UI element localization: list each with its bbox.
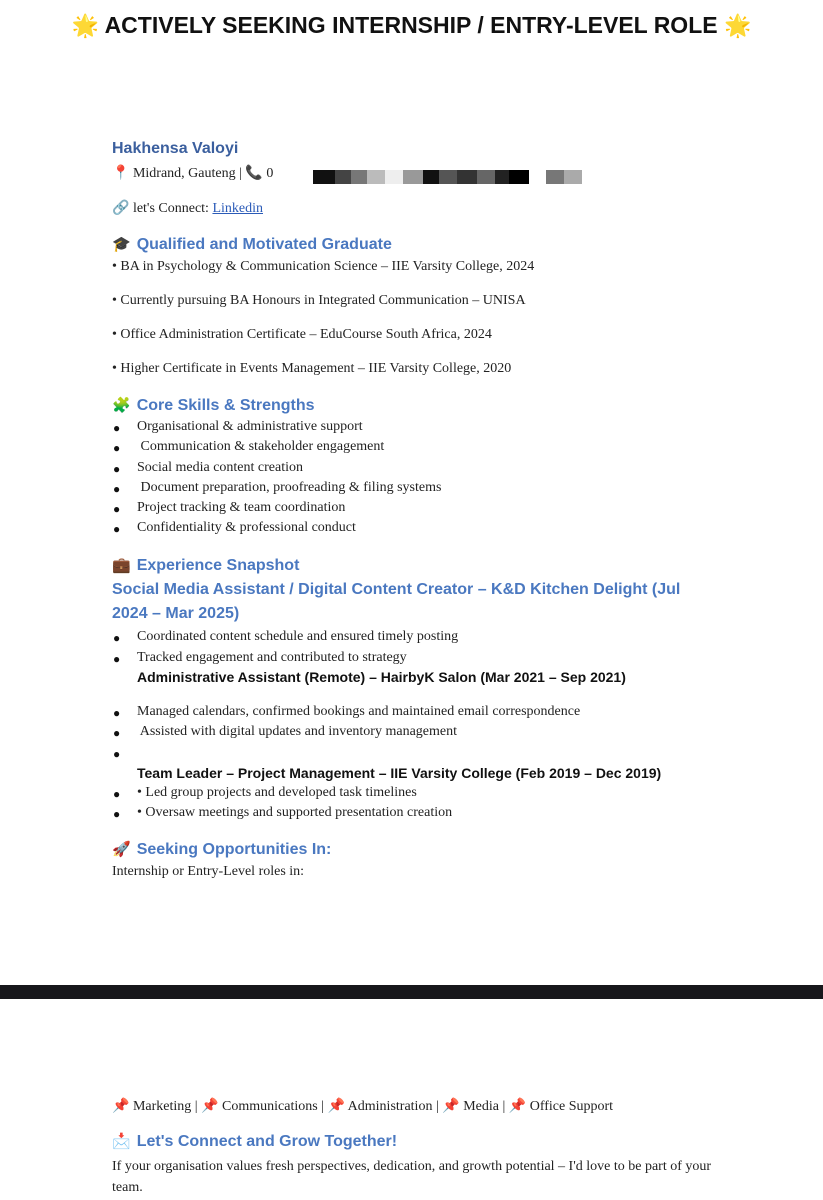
page-break [0, 985, 823, 999]
education-heading: 🎓 Qualified and Motivated Graduate [112, 236, 392, 253]
skills-heading: 🧩 Core Skills & Strengths [112, 397, 315, 414]
bullet: ● [113, 706, 121, 720]
connect-text: If your organisation values fresh perspectives, dedication, and growth potential – I'd love to be part of your team. [112, 1159, 712, 1195]
bullet: ● [113, 502, 121, 516]
contact-line [112, 165, 273, 182]
candidate-name: Hakhensa Valoyi [112, 140, 239, 157]
job-duty: Tracked engagement and contributed to strategy [137, 650, 407, 665]
bullet: ● [113, 522, 121, 536]
pushpin-icon: 📌 [201, 1099, 219, 1114]
phone-icon: 📞 [245, 166, 263, 181]
linkedin-link[interactable]: Linkedin [212, 201, 263, 216]
rocket-icon: 🚀 [112, 841, 131, 858]
star-icon: 🌟 [723, 13, 752, 38]
skill-item: Social media content creation [137, 460, 303, 475]
job-duty: • Oversaw meetings and supported presentation creation [137, 805, 453, 820]
pushpin-icon: 📌 [508, 1099, 527, 1114]
education-item: • Office Administration Certificate – EduCourse South Africa, 2024 [112, 327, 492, 342]
job-duty: • Led group projects and developed task timelines [137, 785, 417, 800]
resume-page-2 [0, 999, 823, 1200]
bullet: ● [113, 462, 121, 476]
connect-label: let's Connect: [132, 201, 209, 216]
linkedin-line [112, 200, 263, 217]
star-icon: 🌟 [71, 13, 100, 38]
location-text: Midrand, Gauteng | [132, 166, 242, 181]
bullet: ● [113, 421, 121, 435]
skill-item: Document preparation, proofreading & filing systems [137, 480, 442, 495]
skill-item: Project tracking & team coordination [137, 500, 346, 515]
envelope-icon: 📩 [112, 1133, 131, 1150]
role-item: Marketing [132, 1099, 192, 1114]
pushpin-icon: 📌 [112, 1099, 130, 1114]
bullet: ● [113, 747, 121, 761]
experience-heading: 💼 Experience Snapshot [112, 557, 300, 574]
education-item: • BA in Psychology & Communication Science – IIE Varsity College, 2024 [112, 259, 535, 274]
job-duty: Coordinated content schedule and ensured timely posting [137, 629, 459, 644]
graduation-cap-icon: 🎓 [112, 236, 131, 253]
separator: | [321, 1099, 324, 1114]
role-item: Administration [347, 1099, 433, 1114]
role-item: Office Support [529, 1099, 614, 1114]
bullet: ● [113, 726, 121, 740]
skill-item: Organisational & administrative support [137, 419, 363, 434]
briefcase-icon: 💼 [112, 557, 131, 574]
skill-item: Confidentiality & professional conduct [137, 520, 356, 535]
bullet: ● [113, 441, 121, 455]
job-title: Social Media Assistant / Digital Content Creator – K&D Kitchen Delight (Jul 2024 – Mar 2025) [112, 581, 681, 622]
seeking-text: Internship or Entry-Level roles in: [112, 864, 305, 879]
bullet: ● [113, 631, 121, 645]
page-title [0, 6, 823, 45]
role-item: Communications [222, 1099, 318, 1114]
puzzle-piece-icon: 🧩 [112, 397, 131, 414]
pin-icon: 📍 [112, 166, 130, 181]
bullet: ● [113, 807, 121, 821]
seeking-heading: 🚀 Seeking Opportunities In: [112, 841, 332, 858]
separator: | [502, 1099, 506, 1114]
separator: | [194, 1099, 198, 1114]
pushpin-icon: 📌 [327, 1099, 345, 1114]
roles-line [112, 1098, 613, 1115]
link-icon: 🔗 [112, 201, 130, 216]
pushpin-icon: 📌 [442, 1099, 460, 1114]
connect-heading: 📩 Let's Connect and Grow Together! [112, 1133, 398, 1150]
bullet: ● [113, 482, 121, 496]
job-duty: Managed calendars, confirmed bookings and maintained email correspondence [137, 704, 581, 719]
education-item: • Currently pursuing BA Honours in Integrated Communication – UNISA [112, 293, 526, 308]
title-text: ACTIVELY SEEKING INTERNSHIP / ENTRY-LEVEL ROLE [104, 12, 718, 38]
job-title: Administrative Assistant (Remote) – HairbyK Salon (Mar 2021 – Sep 2021) [137, 669, 626, 685]
bullet: ● [113, 787, 121, 801]
role-item: Media [463, 1099, 499, 1114]
education-item: • Higher Certificate in Events Management – IIE Varsity College, 2020 [112, 361, 512, 376]
job-title: Team Leader – Project Management – IIE Varsity College (Feb 2019 – Dec 2019) [137, 765, 662, 781]
phone-prefix: 0 [266, 166, 274, 181]
skill-item: Communication & stakeholder engagement [137, 439, 385, 454]
job-duty: Assisted with digital updates and inventory management [137, 724, 457, 739]
separator: | [435, 1099, 439, 1114]
bullet: ● [113, 652, 121, 666]
